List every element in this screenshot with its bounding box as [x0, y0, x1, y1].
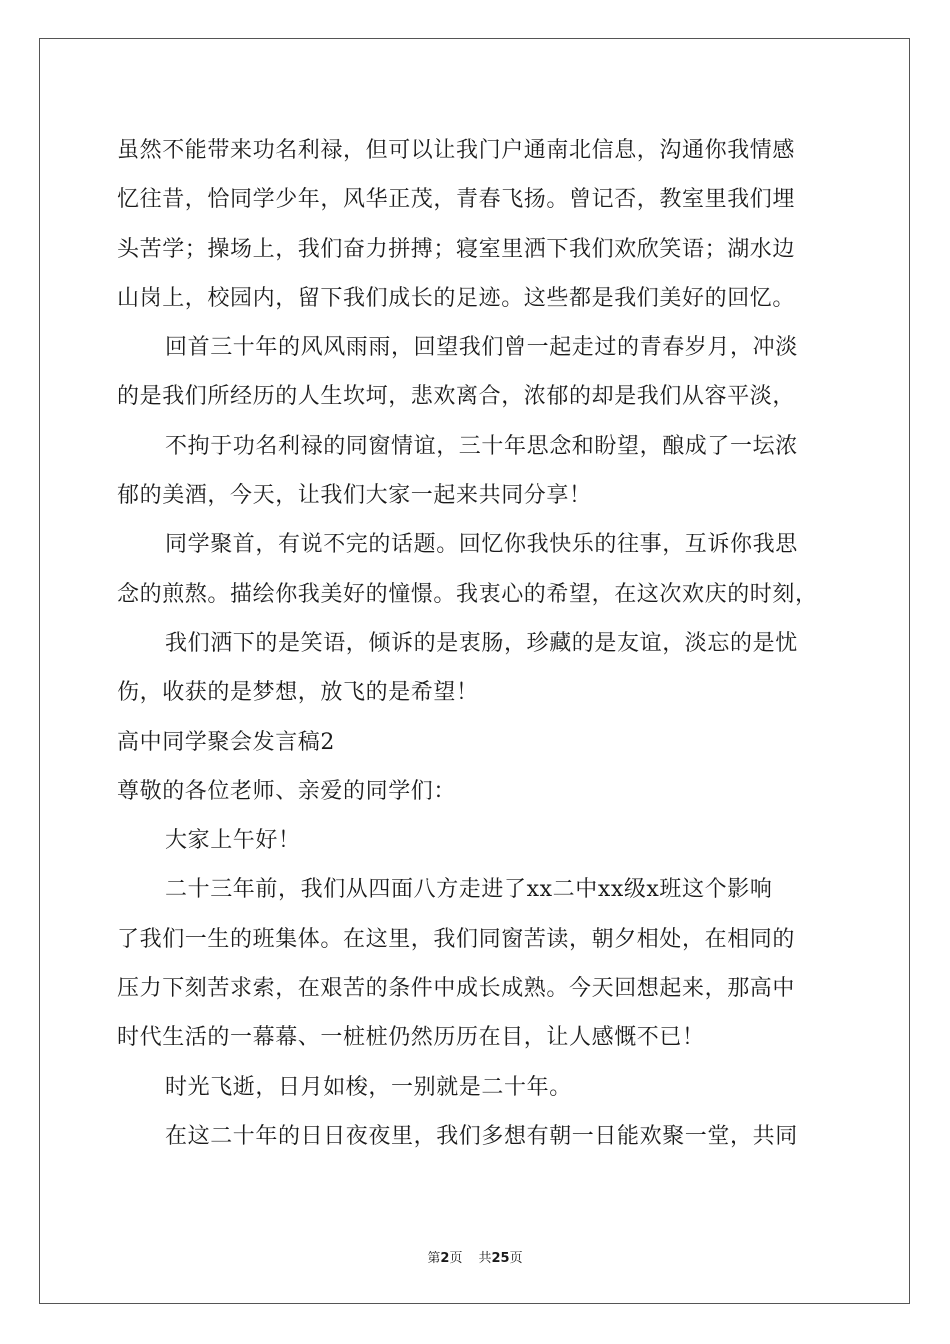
text-line: 高中同学聚会发言稿2	[117, 729, 335, 755]
text-line: 伤，收获的是梦想，放飞的是希望！	[117, 680, 479, 706]
text-line: 头苦学；操场上，我们奋力拼搏；寝室里洒下我们欢欣笑语；湖水边	[117, 236, 796, 262]
total-label-suffix: 页	[509, 1251, 523, 1266]
document-body	[117, 126, 837, 1161]
text-line: 时代生活的一幕幕、一桩桩仍然历历在目，让人感慨不已！	[117, 1025, 705, 1051]
text-line: 时光飞逝，日月如梭，一别就是二十年。	[165, 1074, 572, 1100]
text-line: 我们洒下的是笑语，倾诉的是衷肠，珍藏的是友谊，淡忘的是忧	[165, 630, 798, 656]
text-line: 山岗上，校园内，留下我们成长的足迹。这些都是我们美好的回忆。	[117, 285, 796, 311]
text-line: 在这二十年的日日夜夜里，我们多想有朝一日能欢聚一堂，共同	[165, 1123, 798, 1149]
current-page-number: 2	[440, 1251, 450, 1266]
text-line: 念的煎熬。描绘你我美好的憧憬。我衷心的希望，在这次欢庆的时刻，	[117, 581, 818, 607]
text-line: 的是我们所经历的人生坎坷，悲欢离合，浓郁的却是我们从容平淡，	[117, 384, 796, 410]
page-label-prefix: 第	[427, 1251, 441, 1266]
text-line: 了我们一生的班集体。在这里，我们同窗苦读，朝夕相处，在相同的	[117, 926, 796, 952]
total-label-prefix: 共	[478, 1251, 492, 1266]
text-line: 不拘于功名利禄的同窗情谊，三十年思念和盼望，酿成了一坛浓	[165, 433, 798, 459]
text-line: 回首三十年的风风雨雨，回望我们曾一起走过的青春岁月，冲淡	[165, 335, 798, 361]
text-line: 同学聚首，有说不完的话题。回忆你我快乐的往事，互诉你我思	[165, 532, 798, 558]
text-line: 尊敬的各位老师、亲爱的同学们：	[117, 778, 457, 804]
page-label-suffix: 页	[449, 1251, 463, 1266]
text-line: 虽然不能带来功名利禄，但可以让我门户通南北信息，沟通你我情感	[117, 138, 796, 163]
page-footer	[0, 1247, 950, 1266]
text-line: 二十三年前，我们从四面八方走进了xx二中xx级x班这个影响	[165, 877, 773, 903]
total-page-number: 25	[491, 1251, 510, 1266]
text-line: 忆往昔，恰同学少年，风华正茂，青春飞扬。曾记否，教室里我们埋	[117, 187, 796, 213]
text-line: 压力下刻苦求索，在艰苦的条件中成长成熟。今天回想起来，那高中	[117, 976, 796, 1002]
text-line: 郁的美酒，今天，让我们大家一起来共同分享！	[117, 483, 592, 509]
text-line: 大家上午好！	[165, 828, 301, 854]
